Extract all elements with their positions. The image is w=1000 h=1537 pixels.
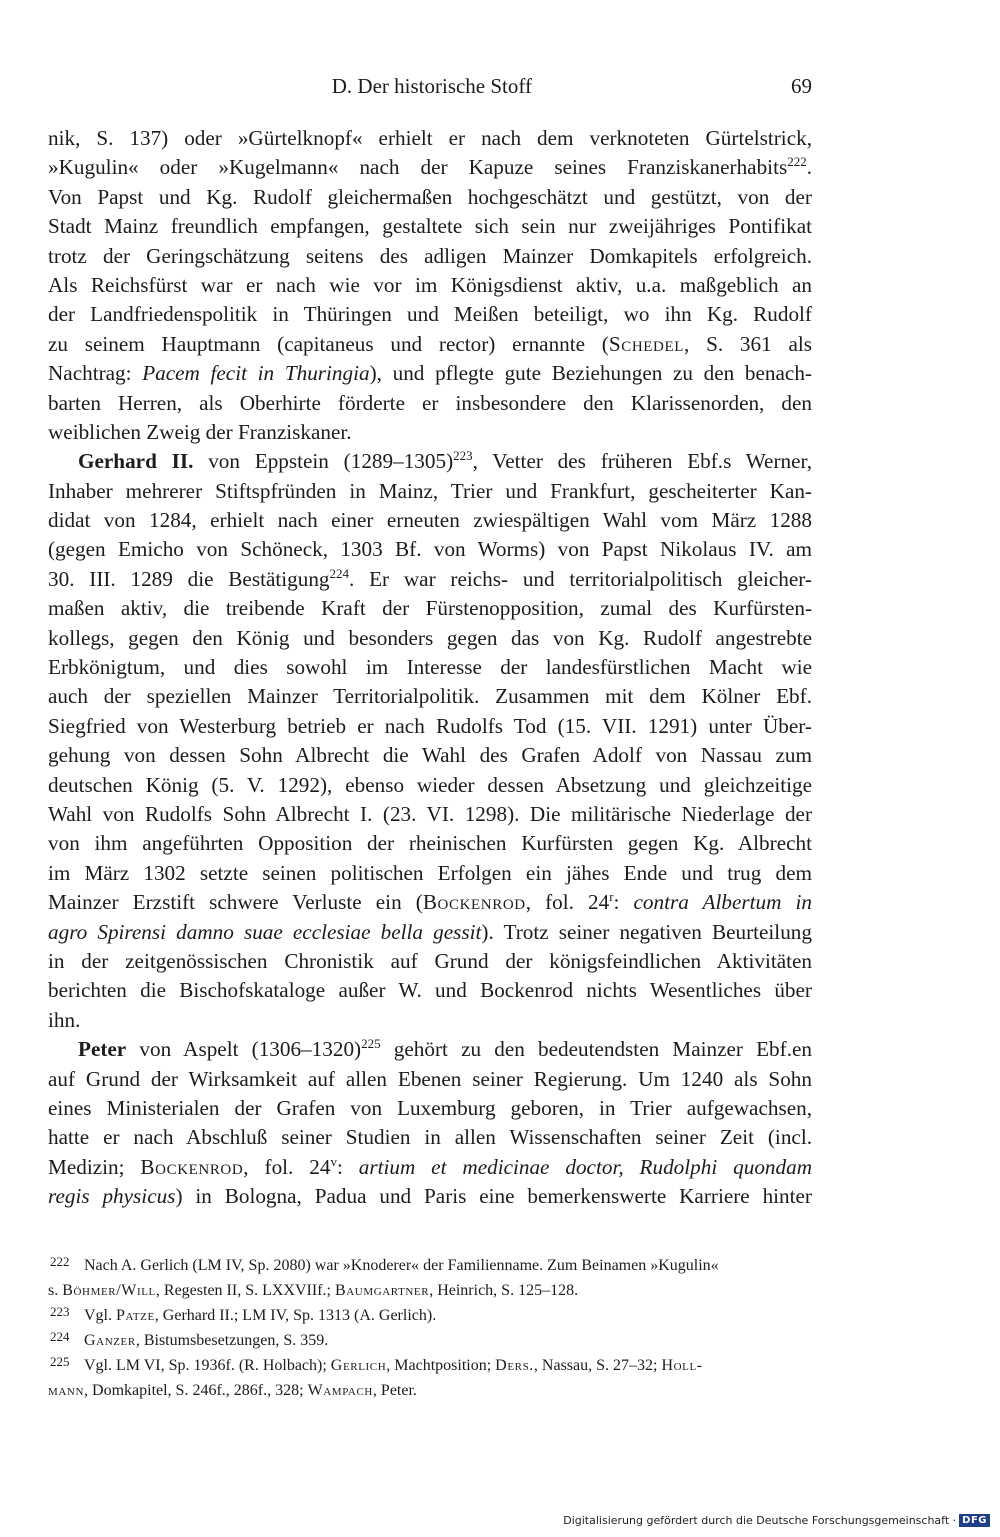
- text-line: berichten die Bischofskataloge außer W. und Bockenrod nichts Wesentliches über: [48, 978, 812, 1003]
- text-line: Mainzer Erzstift schwere Verluste ein (Bockenrod, fol. 24$^r$: contra Albertum in: [48, 889, 812, 915]
- text-line: Stadt Mainz freundlich empfangen, gestaltete sich sein nur zweijähriges Pontifikat: [48, 214, 812, 239]
- text-line: zu seinem Hauptmann (capitaneus und rector) ernannte (Schedel, S. 361 als: [48, 331, 812, 356]
- text-line: Als Reichsfürst war er nach wie vor im Königsdienst aktiv, u.a. maßgeblich an: [48, 272, 812, 297]
- running-header: [48, 74, 812, 104]
- text-line: ihn.: [48, 1007, 81, 1032]
- footnote-225: 225 Vgl. LM VI, Sp. 1936f. (R. Holbach); Gerlich, Machtposition; Ders., Nassau, S. 27–32; Holl-: [50, 1354, 703, 1374]
- text-line: im März 1302 setzte seinen politischen Erfolgen ein jähes Ende und trug dem: [48, 860, 812, 885]
- text-line: »Kugulin« oder »Kugelmann« nach der Kapuze seines Franziskanerhabits$^{222}$.: [48, 154, 812, 180]
- text-line: maßen aktiv, die treibende Kraft der Fürstenopposition, zumal des Kurfürsten-: [48, 596, 812, 621]
- text-line: Nachtrag: Pacem fecit in Thuringia), und pflegte gute Beziehungen zu den benach-: [48, 361, 812, 386]
- footnote-222: 222 Nach A. Gerlich (LM IV, Sp. 2080) war »Knoderer« der Familienname. Zum Beinamen »Kugulin«: [50, 1254, 719, 1274]
- text-line: weiblichen Zweig der Franziskaner.: [48, 419, 352, 444]
- running-title: D. Der historische Stoff: [331, 74, 532, 98]
- text-line: auf Grund der Wirksamkeit auf allen Ebenen seiner Regierung. Um 1240 als Sohn: [48, 1066, 812, 1091]
- footnote-ref: 222: [787, 154, 807, 170]
- text-line: Inhaber mehrerer Stiftspfründen in Mainz, Trier und Frankfurt, gescheiterter Kan-: [48, 478, 812, 503]
- bishop-name: Peter: [78, 1037, 127, 1062]
- footnote-224: 224 Ganzer, Bistumsbesetzungen, S. 359.: [50, 1329, 329, 1349]
- text-line: in der zeitgenössischen Chronistik auf Grund der königsfeindlichen Aktivitäten: [48, 948, 812, 973]
- page-number: 69: [791, 74, 812, 98]
- text-line: trotz der Geringschätzung seitens des adligen Mainzer Domkapitels erfolgreich.: [48, 243, 812, 268]
- text-line: auch der speziellen Mainzer Territorialpolitik. Zusammen mit dem Kölner Ebf.: [48, 684, 812, 709]
- footnote-222-cont: s. Böhmer/Will, Regesten II, S. LXXVIIf.; Baumgartner, Heinrich, S. 125–128.: [48, 1282, 579, 1299]
- footnote-ref: 224: [329, 565, 350, 581]
- text-line: Medizin; Bockenrod, fol. 24$^v$: artium et medicinae doctor, Rudolphi quondam: [48, 1153, 813, 1179]
- text-line: (gegen Emicho von Schöneck, 1303 Bf. von Worms) von Papst Nikolaus IV. am: [48, 537, 812, 562]
- text-line: kollegs, gegen den König und besonders gegen das von Kg. Rudolf angestrebte: [48, 625, 812, 650]
- main-text: [48, 124, 812, 1211]
- dfg-logo: DFG: [959, 1514, 990, 1527]
- footnote-ref: 223: [453, 448, 473, 464]
- funding-text: Digitalisierung gefördert durch die Deutsche Forschungsgemeinschaft ·: [563, 1514, 957, 1527]
- text-line: hatte er nach Abschluß seiner Studien in allen Wissenschaften seiner Zeit (incl.: [48, 1125, 812, 1150]
- text-line: Wahl von Rudolfs Sohn Albrecht I. (23. VI. 1298). Die militärische Niederlage der: [48, 801, 812, 826]
- text-line: nik, S. 137) oder »Gürtelknopf« erhielt er nach dem verknoteten Gürtelstrick,: [48, 126, 812, 150]
- text-line: regis physicus) in Bologna, Padua und Paris eine bemerkenswerte Karriere hinter: [48, 1184, 812, 1209]
- footnotes: [48, 1253, 812, 1403]
- text-line: Peter von Aspelt (1306–1320)$^{225}$ gehört zu den bedeutendsten Mainzer Ebf.en: [78, 1036, 812, 1062]
- text-line: Erbkönigtum, und dies sowohl im Interesse der landesfürstlichen Macht wie: [48, 655, 812, 680]
- footnote-225-cont: mann, Domkapitel, S. 246f., 286f., 328; Wampach, Peter.: [48, 1382, 417, 1399]
- text-line: gehung von dessen Sohn Albrecht die Wahl des Grafen Adolf von Nassau zum: [48, 743, 812, 768]
- text-line: Siegfried von Westerburg betrieb er nach Rudolfs Tod (15. VII. 1291) unter Über-: [48, 713, 812, 738]
- text-line: eines Ministerialen der Grafen von Luxemburg geboren, in Trier aufgewachsen,: [48, 1095, 812, 1120]
- text-line: barten Herren, als Oberhirte förderte er insbesondere den Klarissenorden, den: [48, 390, 812, 415]
- text-line: Gerhard II. von Eppstein (1289–1305)$^{223}$, Vetter des früheren Ebf.s Werner,: [78, 448, 813, 474]
- text-line: 30. III. 1289 die Bestätigung$^{224}$. Er war reichs- und territorialpolitisch gleicher-: [48, 565, 812, 591]
- text-line: von ihm angeführten Opposition der rheinischen Kurfürsten gegen Kg. Albrecht: [48, 831, 812, 856]
- text-line: deutschen König (5. V. 1292), ebenso wieder dessen Absetzung und gleichzeitige: [48, 772, 812, 797]
- text-line: der Landfriedenspolitik in Thüringen und Meißen beteiligt, wo ihn Kg. Rudolf: [48, 302, 812, 327]
- text-line: Von Papst und Kg. Rudolf gleichermaßen hochgeschätzt und gestützt, von der: [48, 184, 812, 209]
- text-line: didat von 1284, erhielt nach einer erneuten zwiespältigen Wahl vom März 1288: [48, 508, 812, 533]
- bishop-name: Gerhard II.: [78, 449, 194, 474]
- text-line: agro Spirensi damno suae ecclesiae bella gessit). Trotz seiner negativen Beurteilung: [48, 919, 812, 944]
- footnote-ref: 225: [361, 1036, 381, 1052]
- footnote-223: 223 Vgl. Patze, Gerhard II.; LM IV, Sp. 1313 (A. Gerlich).: [50, 1304, 437, 1324]
- funding-notice: [563, 1514, 990, 1527]
